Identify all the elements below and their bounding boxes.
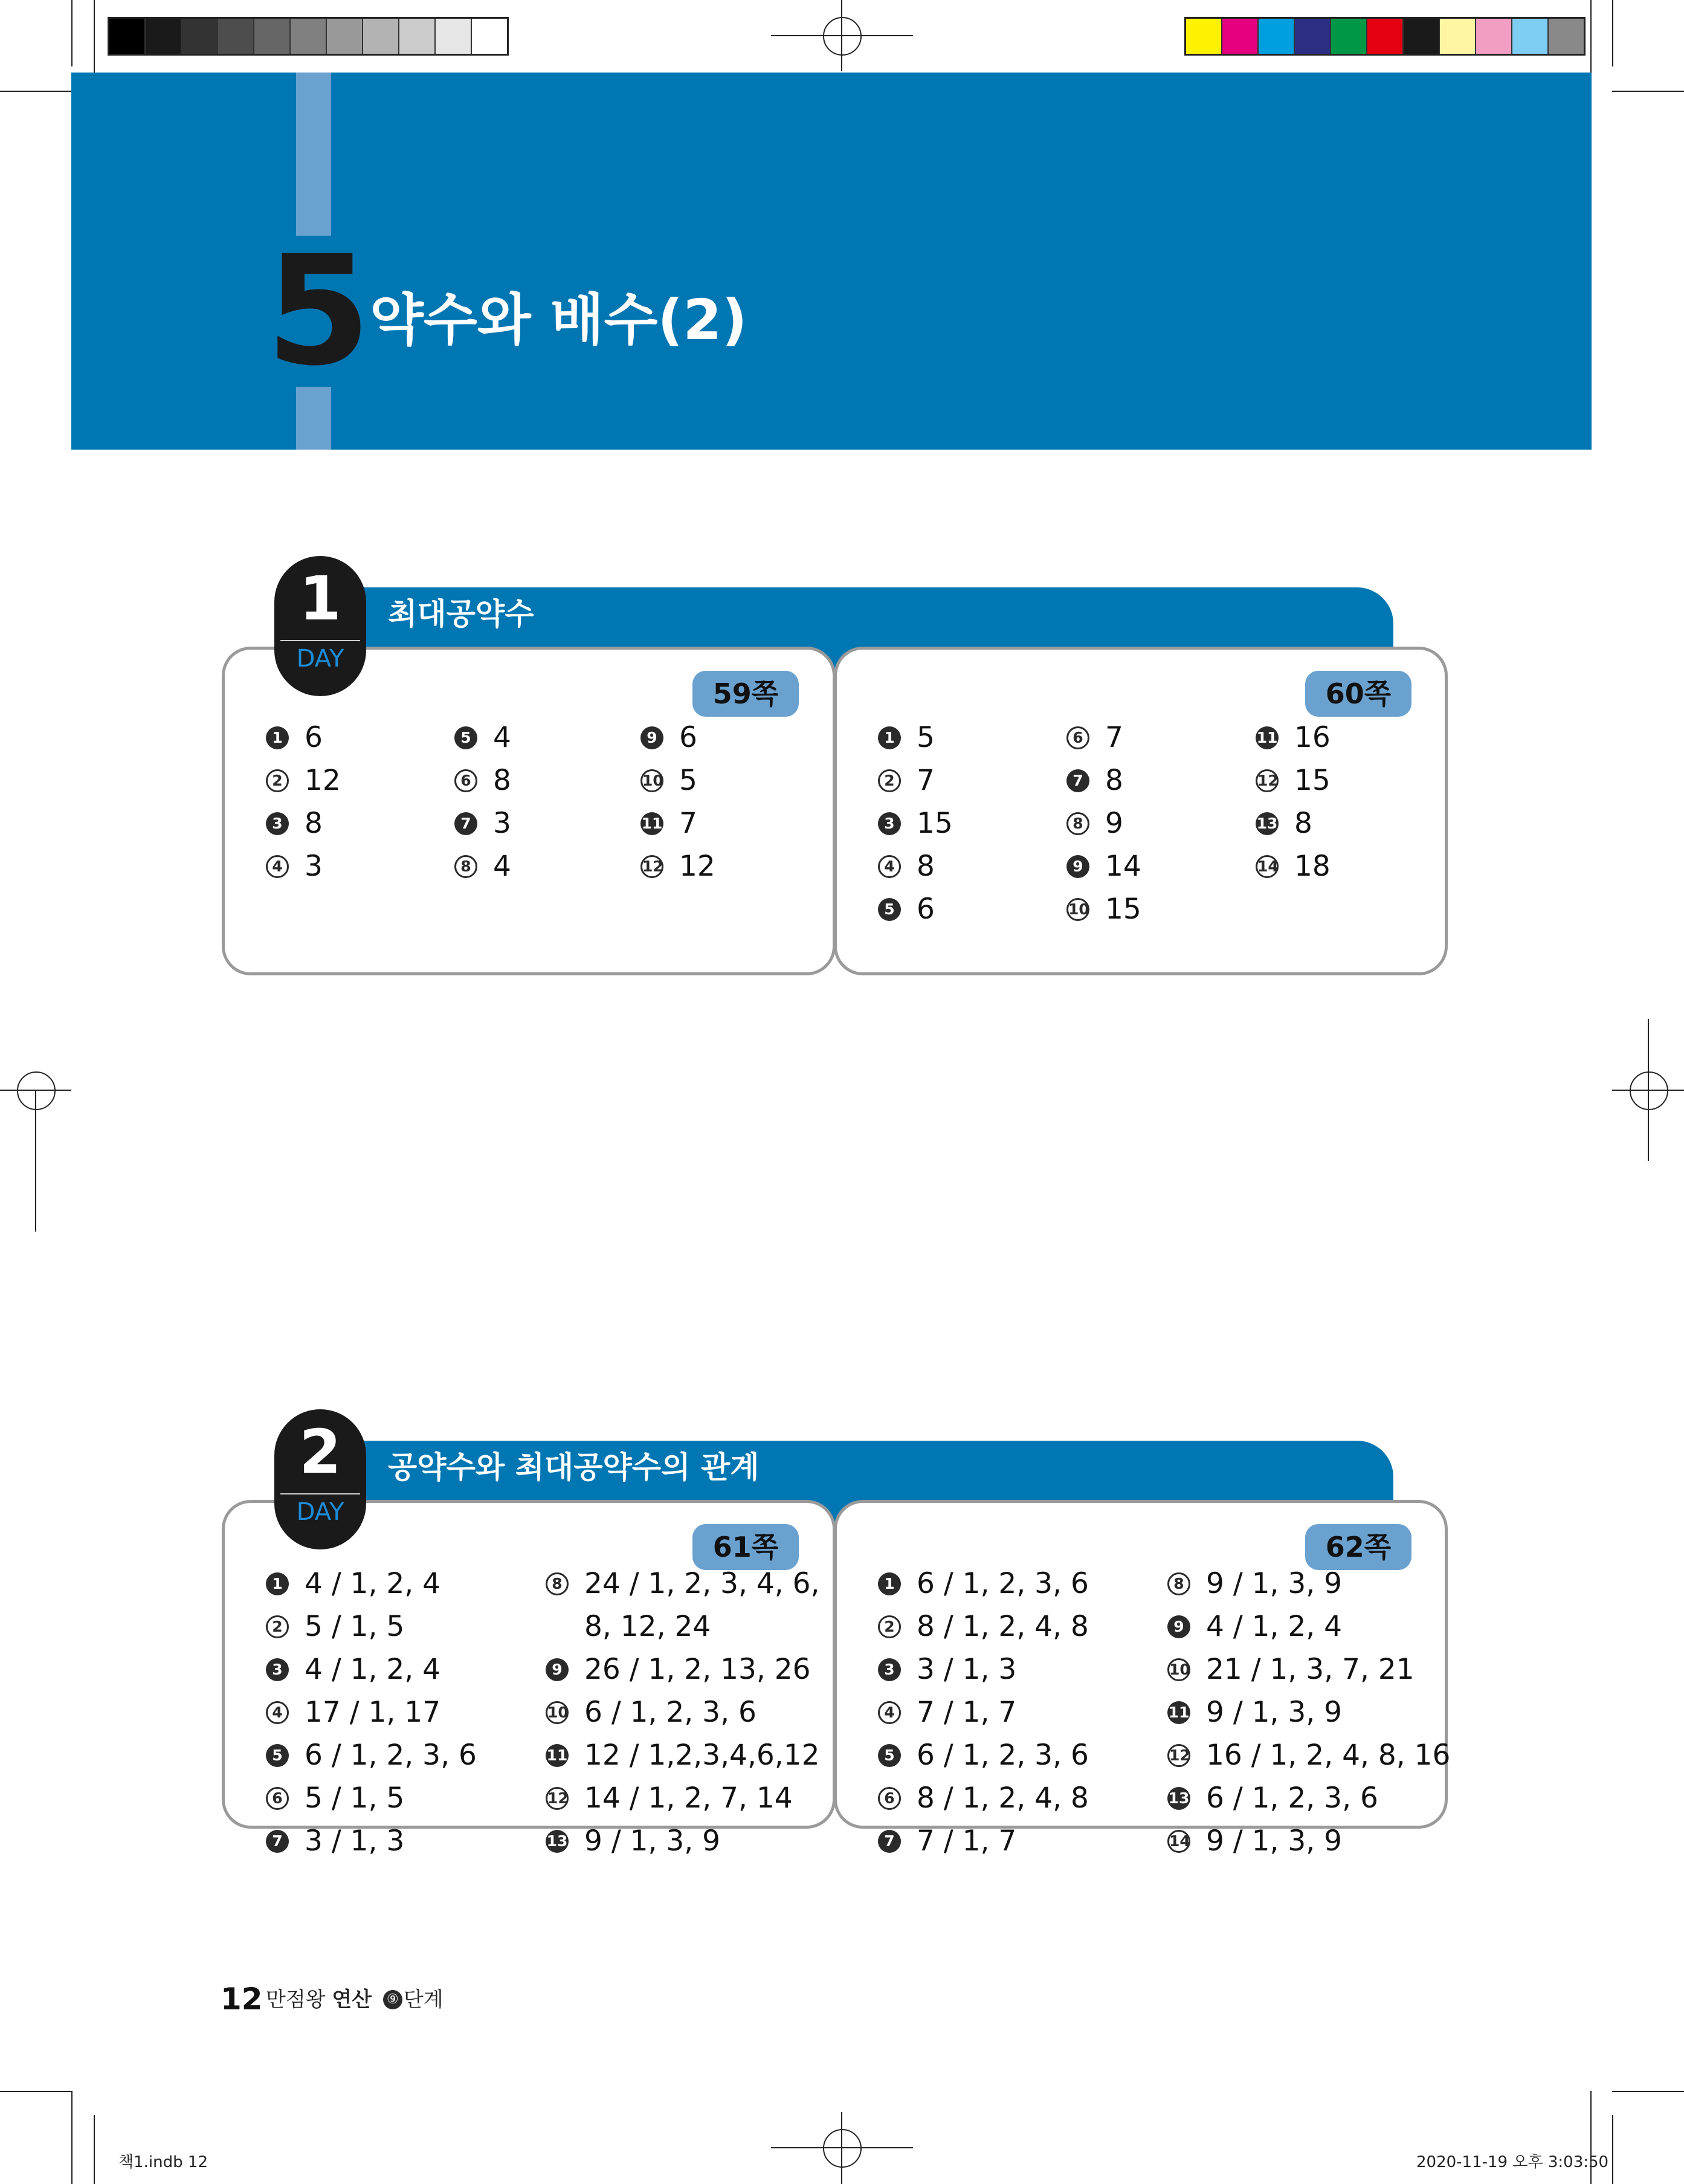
level-suffix: 단계	[403, 1988, 444, 2012]
item-number-icon: 13	[1256, 812, 1279, 835]
color-swatch	[1186, 19, 1222, 54]
color-swatch	[399, 19, 436, 54]
item-number-icon: 8	[1066, 812, 1089, 835]
day-badge	[274, 556, 366, 696]
color-swatch	[436, 19, 472, 54]
item-number-icon: 12	[546, 1787, 569, 1810]
color-swatch	[109, 19, 146, 54]
item-number-icon: 3	[878, 812, 901, 835]
item-number-icon: 6	[266, 1787, 289, 1810]
item-answer: 7 / 1, 7	[917, 1696, 1017, 1729]
item-answer: 3 / 1, 3	[917, 1653, 1017, 1686]
item-number-icon: 4	[878, 1701, 901, 1724]
item-answer: 3 / 1, 3	[305, 1824, 405, 1858]
item-number-icon: 10	[1066, 898, 1089, 921]
item-number-icon: 2	[266, 769, 289, 792]
day-label: DAY	[296, 645, 344, 673]
item-answer: 4 / 1, 2, 4	[305, 1653, 441, 1686]
item-number-icon: 6	[1066, 726, 1089, 749]
item-answer: 16	[1294, 721, 1331, 754]
item-number-icon: 8	[546, 1572, 569, 1595]
page-reference-tag: 59쪽	[692, 671, 799, 717]
item-number-icon: 6	[878, 1787, 901, 1810]
item-answer: 8, 12, 24	[584, 1610, 711, 1643]
item-answer: 4 / 1, 2, 4	[305, 1567, 441, 1600]
color-swatch	[363, 19, 399, 54]
item-answer: 15	[917, 807, 953, 840]
item-number-icon: 8	[454, 855, 477, 878]
item-answer: 8	[1294, 807, 1312, 840]
item-number-icon: 1	[266, 726, 289, 749]
slug-timestamp: 2020-11-19 오후 3:03:50	[1416, 2153, 1609, 2171]
item-number-icon: 2	[878, 1615, 901, 1638]
item-number-icon: 9	[640, 726, 663, 749]
item-answer: 7	[917, 764, 935, 797]
item-number-icon: 7	[454, 812, 477, 835]
item-answer: 5	[679, 764, 697, 797]
color-swatch	[1367, 19, 1404, 54]
item-number-icon: 9	[1066, 855, 1089, 878]
item-answer: 26 / 1, 2, 13, 26	[584, 1653, 811, 1686]
color-swatch	[472, 19, 507, 54]
item-answer: 4	[493, 850, 511, 883]
item-answer: 5	[917, 721, 935, 754]
color-swatch	[1295, 19, 1331, 54]
item-answer: 6 / 1, 2, 3, 6	[584, 1696, 757, 1729]
item-answer: 4 / 1, 2, 4	[1206, 1610, 1343, 1643]
item-number-icon: 12	[1167, 1744, 1190, 1767]
book-title-bold: 연산	[332, 1988, 372, 2012]
item-number-icon: 11	[546, 1744, 569, 1767]
day-divider	[280, 640, 360, 641]
book-title	[266, 1985, 444, 2015]
item-answer: 3	[493, 807, 511, 840]
item-answer: 9 / 1, 3, 9	[1206, 1824, 1343, 1858]
item-number-icon: 1	[878, 1572, 901, 1595]
color-swatch	[182, 19, 218, 54]
item-number-icon: 5	[266, 1744, 289, 1767]
item-number-icon: 6	[454, 769, 477, 792]
item-answer: 8	[305, 807, 323, 840]
item-answer: 9 / 1, 3, 9	[1206, 1696, 1343, 1729]
process-color-bar	[1184, 17, 1586, 56]
item-answer: 16 / 1, 2, 4, 8, 16	[1206, 1739, 1451, 1772]
slug-file: 책1.indb 12	[118, 2153, 208, 2171]
item-number-icon: 10	[546, 1701, 569, 1724]
day-number: 1	[299, 563, 341, 634]
item-answer: 5 / 1, 5	[305, 1610, 405, 1643]
item-answer: 8 / 1, 2, 4, 8	[917, 1610, 1089, 1643]
gray-color-bar	[108, 17, 509, 56]
item-number-icon: 4	[266, 1701, 289, 1724]
item-answer: 15	[1294, 764, 1331, 797]
item-answer: 6 / 1, 2, 3, 6	[305, 1739, 477, 1772]
item-number-icon: 3	[878, 1658, 901, 1681]
color-swatch	[218, 19, 254, 54]
item-answer: 9 / 1, 3, 9	[1206, 1567, 1343, 1600]
item-answer: 6	[917, 893, 935, 926]
item-answer: 6 / 1, 2, 3, 6	[1206, 1782, 1378, 1815]
item-number-icon: 7	[266, 1830, 289, 1853]
item-answer: 12	[305, 764, 341, 797]
item-answer: 6	[305, 721, 323, 754]
section-title: 공약수와 최대공약수의 관계	[388, 1450, 760, 1485]
item-answer: 9	[1105, 807, 1123, 840]
item-number-icon: 13	[546, 1830, 569, 1853]
item-number-icon: 5	[878, 898, 901, 921]
item-number-icon: 14	[1167, 1830, 1190, 1853]
item-answer: 18	[1294, 850, 1331, 883]
item-number-icon: 9	[546, 1658, 569, 1681]
item-answer: 8 / 1, 2, 4, 8	[917, 1782, 1089, 1815]
item-answer: 9 / 1, 3, 9	[584, 1824, 721, 1858]
item-answer: 3	[305, 850, 323, 883]
page-reference-tag: 60쪽	[1305, 671, 1411, 717]
item-answer: 24 / 1, 2, 3, 4, 6,	[584, 1567, 820, 1600]
color-swatch	[327, 19, 363, 54]
item-number-icon: 5	[878, 1744, 901, 1767]
item-number-icon: 12	[640, 855, 663, 878]
color-swatch	[1476, 19, 1512, 54]
item-answer: 4	[493, 721, 511, 754]
item-number-icon: 11	[1256, 726, 1279, 749]
item-number-icon: 2	[266, 1615, 289, 1638]
item-number-icon: 11	[640, 812, 663, 835]
item-number-icon: 13	[1167, 1787, 1190, 1810]
item-number-icon: 10	[640, 769, 663, 792]
item-number-icon: 4	[266, 855, 289, 878]
book-title-prefix: 만점왕	[266, 1988, 326, 2012]
day-divider	[280, 1493, 360, 1494]
color-swatch	[1259, 19, 1295, 54]
item-number-icon: 10	[1167, 1658, 1190, 1681]
item-answer: 14	[1105, 850, 1141, 883]
item-number-icon: 7	[1066, 769, 1089, 792]
color-swatch	[254, 19, 291, 54]
item-answer: 17 / 1, 17	[305, 1696, 441, 1729]
chapter-number: 5	[266, 223, 365, 399]
day-label: DAY	[296, 1498, 344, 1526]
color-swatch	[146, 19, 182, 54]
item-answer: 8	[917, 850, 935, 883]
item-answer: 6 / 1, 2, 3, 6	[917, 1739, 1089, 1772]
section-title: 최대공약수	[388, 596, 534, 632]
item-number-icon: 9	[1167, 1615, 1190, 1638]
level-icon: ⑨	[383, 1990, 402, 2009]
item-answer: 15	[1105, 893, 1141, 926]
color-swatch	[1404, 19, 1440, 54]
item-number-icon: 4	[878, 855, 901, 878]
item-answer: 5 / 1, 5	[305, 1782, 405, 1815]
item-answer: 14 / 1, 2, 7, 14	[584, 1782, 793, 1815]
item-number-icon: 7	[878, 1830, 901, 1853]
item-number-icon: 2	[878, 769, 901, 792]
chapter-title: 약수와 배수(2)	[370, 288, 747, 352]
item-number-icon: 3	[266, 1658, 289, 1681]
item-number-icon: 12	[1256, 769, 1279, 792]
item-answer: 7 / 1, 7	[917, 1824, 1017, 1858]
item-answer: 6 / 1, 2, 3, 6	[917, 1567, 1089, 1600]
color-swatch	[1512, 19, 1549, 54]
color-swatch	[1331, 19, 1367, 54]
page-reference-tag: 62쪽	[1305, 1524, 1411, 1570]
page-number: 12	[221, 1982, 263, 2017]
item-answer: 21 / 1, 3, 7, 21	[1206, 1653, 1415, 1686]
item-number-icon: 1	[266, 1572, 289, 1595]
item-number-icon: 8	[1167, 1572, 1190, 1595]
item-number-icon: 11	[1167, 1701, 1190, 1724]
color-swatch	[291, 19, 327, 54]
item-number-icon: 5	[454, 726, 477, 749]
item-answer: 12 / 1,2,3,4,6,12	[584, 1739, 820, 1772]
item-answer: 7	[679, 807, 697, 840]
item-answer: 12	[679, 850, 715, 883]
page-reference-tag: 61쪽	[692, 1524, 799, 1570]
color-swatch	[1222, 19, 1259, 54]
item-answer: 6	[679, 721, 697, 754]
item-number-icon: 1	[878, 726, 901, 749]
item-answer: 7	[1105, 721, 1123, 754]
item-answer: 8	[493, 764, 511, 797]
color-swatch	[1440, 19, 1476, 54]
item-answer: 8	[1105, 764, 1123, 797]
item-number-icon: 14	[1256, 855, 1279, 878]
day-badge	[274, 1409, 366, 1549]
color-swatch	[1549, 19, 1584, 54]
day-number: 2	[299, 1417, 341, 1487]
item-number-icon: 3	[266, 812, 289, 835]
